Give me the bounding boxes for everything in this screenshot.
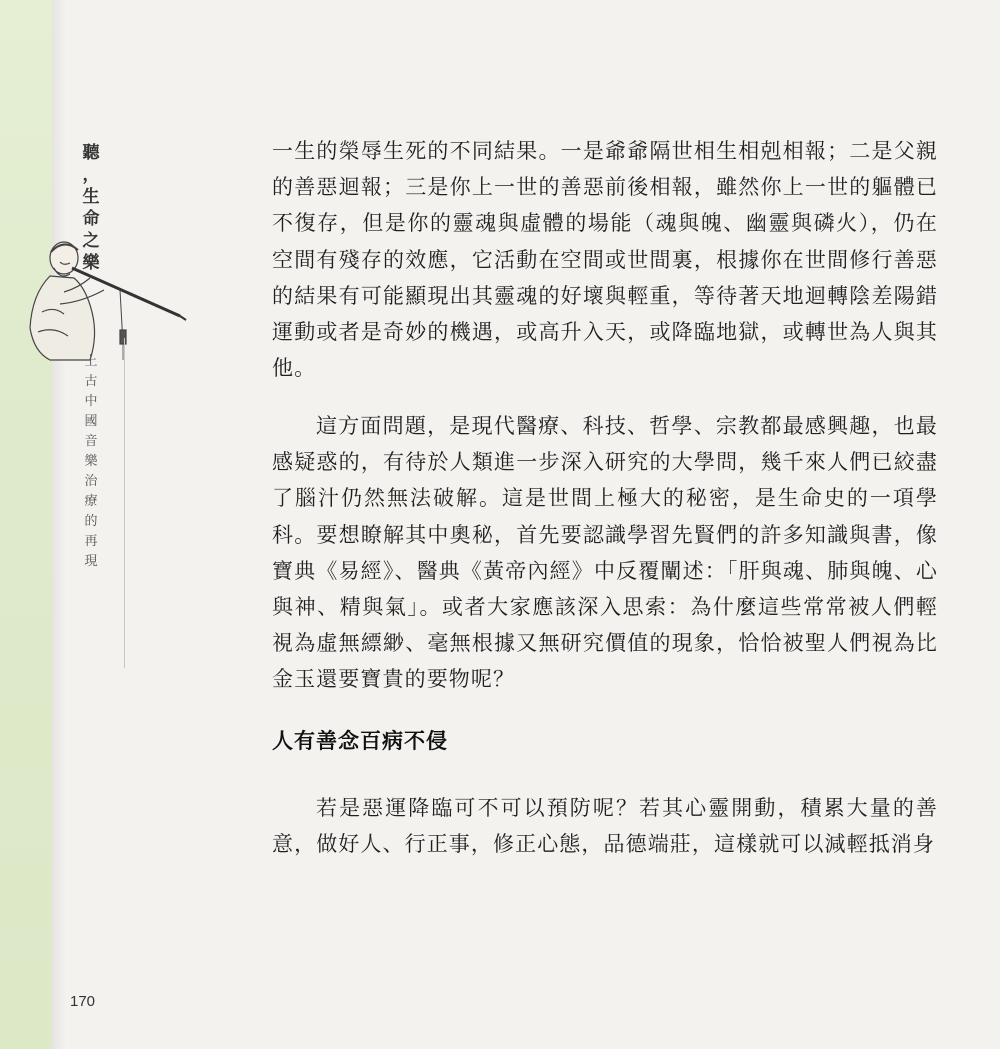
page-margin-strip [0, 0, 52, 1049]
running-subtitle: 上 古 中 國 音 樂 治 療 的 再 現 [84, 354, 98, 569]
body-paragraph-1: 一生的榮辱生死的不同結果。一是爺爺隔世相生相剋相報；二是父親的善惡迴報；三是你上一世的善惡前後相報，雖然你上一世的軀體已不復存，但是你的靈魂與虛體的場能（魂與魄、幽靈與磷火），仍在空間有殘存的效應，它活動在空間或世間裏，根據你在世間修行善惡的結果有可能顯現出其靈魂的好壞與輕重，等待著天地迴轉陰差陽錯運動或者是奇妙的機遇，或高升入天，或降臨地獄，或轉世為人與其他。 [272, 139, 938, 381]
section-heading: 人有善念百病不侵 [272, 729, 448, 753]
flute-player-illustration [20, 232, 190, 367]
body-paragraph-3: 若是惡運降臨可不可以預防呢？若其心靈開動，積累大量的善意，做好人、行正事，修正心態，品德端莊，這樣就可以減輕抵消身 [272, 796, 938, 857]
page-number: 170 [70, 993, 96, 1010]
running-title: 聽 ， 生 命 之 樂 [82, 143, 100, 273]
margin-divider [124, 338, 125, 668]
body-paragraph-2: 這方面問題，是現代醫療、科技、哲學、宗教都最感興趣，也最感疑惑的，有待於人類進一步深入研究的大學問，幾千來人們已絞盡了腦汁仍然無法破解。這是世間上極大的秘密，是生命史的一項學科。要想瞭解其中奧秘，首先要認識學習先賢們的許多知識與書，像寶典《易經》、醫典《黃帝內經》中反覆闡述：「肝與魂、肺與魄、心與神、精與氣」。或者大家應該深入思索：為什麼這些常常被人們輕視為虛無縹緲、毫無根據又無研究價值的現象，恰恰被聖人們視為比金玉還要寶貴的要物呢？ [272, 414, 938, 692]
gutter-shadow [52, 0, 66, 1049]
